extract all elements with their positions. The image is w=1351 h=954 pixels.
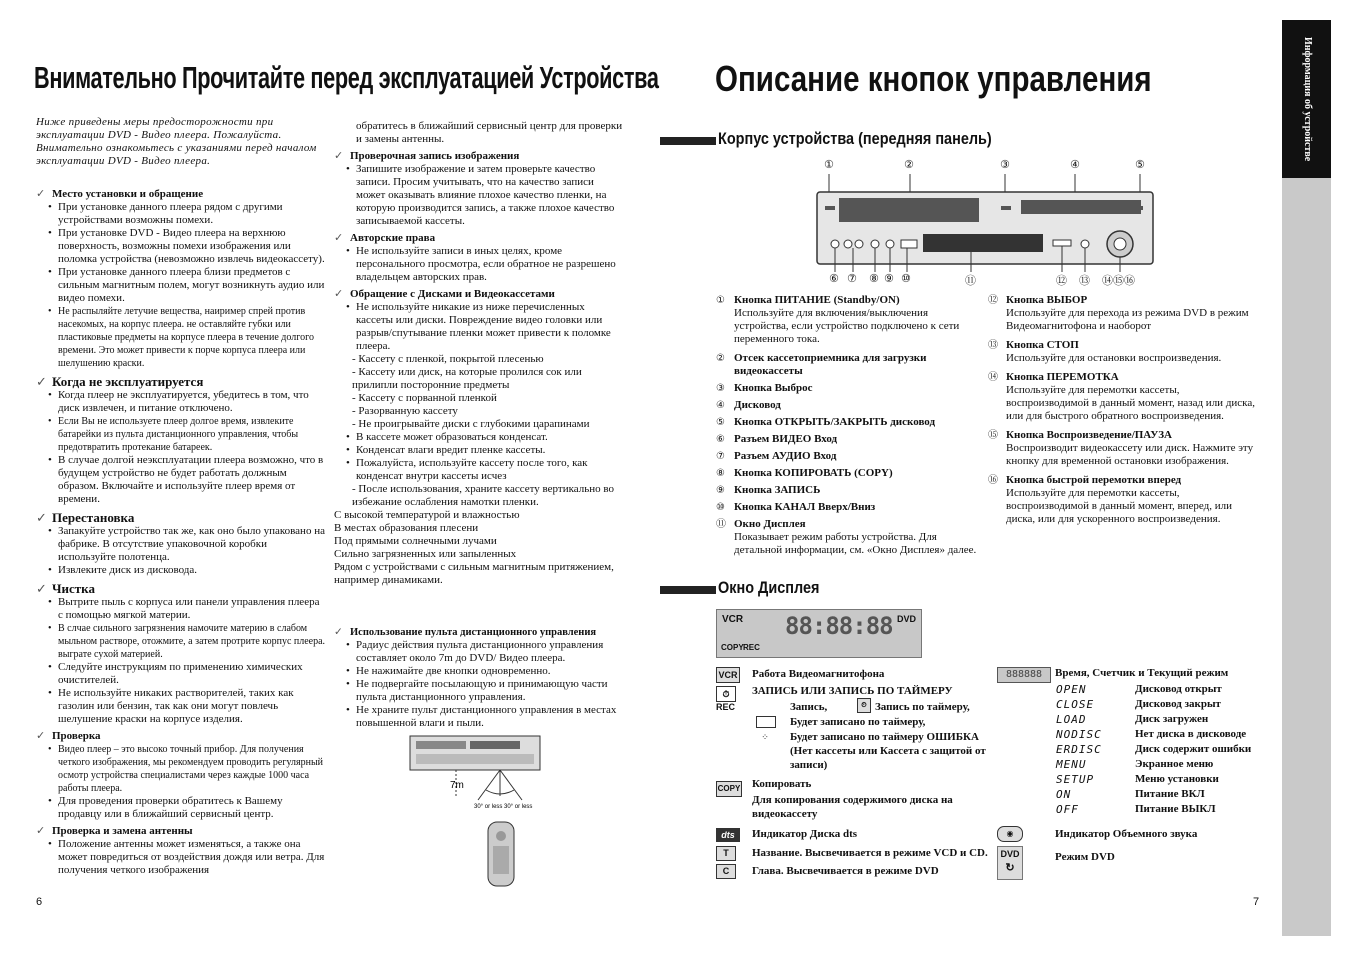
title-text: Название. Высвечивается в режиме VCD и CD. xyxy=(752,847,988,859)
bullet-icon: • xyxy=(48,744,52,755)
callout: ⑩ xyxy=(901,272,911,285)
bullet-text: Извлеките диск из дисковода. xyxy=(58,564,198,576)
bullet-text: Если Вы не используете плеер долгое время, извлеките батарейки из пульта дистанционного управления, чтобы предотвратить протекание батареек. xyxy=(58,416,299,453)
bullet-icon: • xyxy=(48,838,52,850)
mode-text: Экранное меню xyxy=(1135,758,1214,770)
remote-item: Не подвергайте посылающую и принимающую части пульта дистанционного управления. xyxy=(356,678,608,703)
remote-range-diagram xyxy=(408,734,544,890)
rec-timer: Запись по таймеру, xyxy=(875,701,970,713)
lcd-digits: 88:88:88 xyxy=(785,612,893,640)
callout: ⑫ xyxy=(1056,274,1067,287)
bullet-text: Не используйте никакие из ниже перечисленных кассеты или диски. Повреждение видео головки или разрыв/спутывание пленки может привести к поломке плеера. xyxy=(356,301,611,352)
right-page-title: Описание кнопок управления xyxy=(715,58,1152,99)
dash-item: - Не проигрывайте диски с глубокими царапинами xyxy=(352,418,590,430)
bullet-item xyxy=(36,564,326,577)
bullet-item xyxy=(36,227,326,266)
bullet-item xyxy=(36,266,326,305)
bullet-text: Запишите изображение и затем проверьте качество записи. Просим учитывать, что на качество записи может оказывать влияние плохое качество пленки, на которую производится запись, а также плохое качество записываемой кассеты. xyxy=(356,163,615,227)
control-label: Кнопка СТОП xyxy=(1006,339,1079,351)
bullet-item xyxy=(36,389,326,415)
section-bar xyxy=(660,586,716,594)
title-tag: T xyxy=(716,846,736,861)
mode-code: LOAD xyxy=(1056,713,1087,726)
control-number: ③ xyxy=(716,383,725,394)
plain-line: Под прямыми солнечными лучами xyxy=(334,535,497,547)
mode-text: Питание ВКЛ xyxy=(1135,788,1205,800)
control-number: ⑧ xyxy=(716,468,725,479)
control-item xyxy=(716,382,984,395)
left-intro: Ниже приведены меры предосторожности при эксплуатации DVD - Видео плеера. Пожалуйста. Внимательно ознакомьтесь с указаниями перед началом эксплуатации DVD - Видео плеера. xyxy=(36,116,317,167)
bullet-text: Не используйте записи в иных целях, кроме персонального просмотра, если обратное не разрешено владельцем авторских прав. xyxy=(356,245,616,283)
chapter-text: Глава. Высвечивается в режиме DVD xyxy=(752,865,939,877)
lcd-copy-label: COPY xyxy=(721,643,744,652)
callout: ⑤ xyxy=(1135,158,1145,171)
callout: ⑭⑮⑯ xyxy=(1102,274,1135,287)
left-column-2 xyxy=(334,120,624,587)
bullet-text: Когда плеер не эксплуатируется, убедитесь в том, что диск извлечен, и питание отключено. xyxy=(58,389,309,414)
lcd-rec-label: REC xyxy=(743,643,760,652)
bullet-item xyxy=(334,301,624,353)
bullet-item xyxy=(334,245,624,284)
mode-row xyxy=(1056,683,1266,698)
section-heading-text: Авторские права xyxy=(350,232,436,244)
mode-text: Диск загружен xyxy=(1135,713,1209,725)
section-heading xyxy=(36,374,326,389)
bullet-item xyxy=(334,163,624,228)
mode-row xyxy=(1056,698,1266,713)
bullet-text: Следуйте инструкциям по применению химических очистителей. xyxy=(58,661,303,686)
mode-code: NODISC xyxy=(1056,728,1102,741)
bullet-text: Видео плеер – это высоко точный прибор. Для получения четкого изображения, мы рекомендуем проводить регулярный осмотр устройства специалистами через каждые 1000 часа работы плеера. xyxy=(58,744,324,794)
dash-item: - После использования, храните кассету вертикально во избежание ослабления намотки пленки. xyxy=(352,483,615,508)
mode-code: OPEN xyxy=(1056,683,1087,696)
control-item xyxy=(716,294,984,346)
dts-tag: dts xyxy=(716,828,740,842)
bullet-item xyxy=(36,743,326,795)
rec-tag: REC xyxy=(716,702,736,712)
display-heading: Окно Дисплея xyxy=(718,578,820,597)
control-label: Разъем ВИДЕО Вход xyxy=(734,433,838,445)
bullet-text: При установке DVD - Видео плеера на верхнюю поверхность, возможны помехи изображения или поломка устройства (невозможно извлечь видеокассету). xyxy=(58,227,325,265)
control-item xyxy=(716,518,984,557)
control-description: Используйте для перемотки кассеты, воспроизводимой в данный момент, вперед, или диска, или для ускоренного воспроизведения. xyxy=(1006,487,1233,525)
mode-row xyxy=(1056,743,1266,758)
remote-item: Не храните пульт дистанционного управления в местах повышенной влаги и пыли. xyxy=(356,704,617,729)
dts-text: Индикатор Диска dts xyxy=(752,828,858,840)
check-icon: ✓ xyxy=(36,510,47,525)
control-label: Кнопка Воспроизведение/ПАУЗА xyxy=(1006,429,1172,441)
section-heading xyxy=(36,825,326,838)
vcr-tag: VCR xyxy=(716,667,740,683)
mode-text: Меню установки xyxy=(1135,773,1219,785)
bullet-icon: • xyxy=(48,201,52,213)
bullet-icon: • xyxy=(48,525,52,537)
bullet-item xyxy=(36,305,326,370)
bullet-item xyxy=(334,457,624,483)
bullet-item xyxy=(36,622,326,661)
copy-heading: Копировать xyxy=(752,778,812,790)
check-icon: ✓ xyxy=(334,150,344,162)
control-number: ① xyxy=(716,295,725,306)
mode-text: Нет диска в дисководе xyxy=(1135,728,1247,740)
bullet-item xyxy=(36,596,326,622)
dvd-tag: DVD ↻ xyxy=(997,846,1023,880)
mode-list xyxy=(1056,683,1266,818)
control-label: Кнопка Выброс xyxy=(734,382,813,394)
bullet-text: Не распыляйте летучие вещества, наиример спрей против насекомых, на корпус плеера. не оставляйте губки или пластиковые предметы на корпусе плеера в течение долгого времени. Это может привести к порче корпуса плеера или шелушению краски. xyxy=(58,306,314,369)
time-counter-icon: 888888 xyxy=(997,667,1051,683)
section-heading xyxy=(334,150,624,163)
timer-error-icon: ⁘ xyxy=(761,732,769,742)
dash-item: - Кассету с пленкой, покрытой плесенью xyxy=(352,353,544,365)
mode-code: SETUP xyxy=(1056,773,1095,786)
bullet-icon: • xyxy=(48,596,52,608)
mode-row xyxy=(1056,713,1266,728)
rec-record: Запись, xyxy=(790,701,828,713)
remote-angle-label: 30° or less xyxy=(504,804,533,810)
rec-scheduled: Будет записано по таймеру, xyxy=(790,716,926,728)
section-heading xyxy=(334,288,624,301)
control-number: ⑪ xyxy=(716,519,726,530)
control-description: Используйте для перемотки кассеты, воспроизводимой в данный момент, назад или диска, или для быстрого обратного воспроизведения. xyxy=(1006,384,1255,422)
lcd-dvd-label: DVD xyxy=(897,614,917,624)
dvd-text: Режим DVD xyxy=(1055,851,1115,863)
control-description: Используйте для остановки воспроизведения. xyxy=(1006,352,1222,364)
control-label: Отсек кассетоприемника для загрузки видеокассеты xyxy=(734,352,927,377)
control-label: Кнопка ПИТАНИЕ (Standby/ON) xyxy=(734,294,900,306)
control-number: ⑨ xyxy=(716,485,725,496)
control-number: ⑩ xyxy=(716,502,725,513)
bullet-icon: • xyxy=(346,245,350,257)
bullet-text: Не используйте никаких растворителей, таких как газолин или бензин, так как они могут повлечь шелушение краски на корпусе изделия. xyxy=(58,687,294,725)
bullet-icon: • xyxy=(48,389,52,401)
bullet-icon: • xyxy=(48,266,52,278)
section-heading-text: Проверочная запись изображения xyxy=(350,150,520,162)
dash-item: - Разорванную кассету xyxy=(352,405,458,417)
callout: ⑧ xyxy=(869,272,879,285)
plain-line: Сильно загрязненных или запыленных xyxy=(334,548,517,560)
left-page-title: Внимательно Прочитайте перед эксплуатацией Устройства xyxy=(34,60,659,95)
control-item xyxy=(988,371,1260,423)
surround-text: Индикатор Объемного звука xyxy=(1055,828,1198,840)
sidebar-label: Информация об устройстве xyxy=(1302,36,1313,162)
bullet-icon: • xyxy=(346,457,350,469)
bullet-item xyxy=(36,201,326,227)
remote-item: Не нажимайте две кнопки одновременно. xyxy=(356,665,551,677)
dash-item: - Кассету или диск, на которые пролился сок или прилипли посторонние предметы xyxy=(352,366,582,391)
bullet-icon: • xyxy=(346,431,350,443)
control-item xyxy=(716,484,984,497)
bullet-item xyxy=(36,838,326,877)
mode-text: Дисковод открыт xyxy=(1135,683,1222,695)
control-label: Окно Дисплея xyxy=(734,518,806,530)
bullet-icon: • xyxy=(48,623,52,634)
bullet-text: Положение антенны может изменяться, а также она может повредиться от воздействия дождя или ветра. Для получения четкого изображения xyxy=(58,838,325,876)
control-number: ⑮ xyxy=(988,430,998,441)
check-icon: ✓ xyxy=(36,730,46,742)
control-number: ⑭ xyxy=(988,372,998,383)
section-heading-text: Место установки и обращение xyxy=(52,188,204,200)
section-bar xyxy=(660,137,716,145)
bullet-icon: • xyxy=(48,306,52,317)
plain-line: Рядом с устройствами с сильным магнитным притяжением, например динамиками. xyxy=(334,561,614,586)
section-heading-text: Чистка xyxy=(52,581,95,596)
mode-row xyxy=(1056,773,1266,788)
bullet-icon: • xyxy=(48,661,52,673)
mode-code: OFF xyxy=(1056,803,1079,816)
timer-set-icon xyxy=(756,716,776,728)
bullet-item xyxy=(36,795,326,821)
control-label: Кнопка ОТКРЫТЬ/ЗАКРЫТЬ дисковод xyxy=(734,416,936,428)
remote-distance-label: 7m xyxy=(450,780,464,791)
bullet-icon: • xyxy=(48,687,52,699)
remote-section: ✓ Использование пульта дистанционного управления • Радиус действия пульта дистанционного управления составляет около 7m до DVD/ Видео плеера. • Не нажимайте две кнопки одновременно. • Не подвергайте посылающую и принимающую части пульта дистанционного управления. • Не храните пульт дистанционного управления в местах повышенной влаги и пыли. xyxy=(334,627,617,729)
control-description: Используйте для перехода из режима DVD в режим Видеомагнитофона и наоборот xyxy=(1006,307,1249,332)
dvd-tag-label: DVD xyxy=(1000,849,1020,859)
check-icon: ✓ xyxy=(36,188,46,200)
mode-row xyxy=(1056,728,1266,743)
section-heading xyxy=(36,730,326,743)
check-icon: ✓ xyxy=(36,374,47,389)
callout: ⑬ xyxy=(1079,274,1090,287)
bullet-item xyxy=(36,687,326,726)
mode-row xyxy=(1056,803,1266,818)
control-label: Кнопка быстрой перемотки вперед xyxy=(1006,474,1182,486)
mode-text: Питание ВЫКЛ xyxy=(1135,803,1216,815)
control-item xyxy=(716,399,984,412)
check-icon: ✓ xyxy=(36,581,47,596)
callout: ⑥ xyxy=(829,272,839,285)
rec-error: Будет записано по таймеру ОШИБКА (Нет кассеты или Кассета с защитой от записи) xyxy=(790,731,986,771)
control-label: Кнопка ПЕРЕМОТКА xyxy=(1006,371,1119,383)
bullet-text: Для проведения проверки обратитесь к Вашему продавцу или в ближайший сервисный центр. xyxy=(58,795,283,820)
remote-angle-label: 30° or less xyxy=(474,804,503,810)
control-item xyxy=(716,352,984,378)
control-label: Разъем АУДИО Вход xyxy=(734,450,837,462)
timer-icon: ⏲ xyxy=(857,698,871,713)
rec-heading: ЗАПИСЬ ИЛИ ЗАПИСЬ ПО ТАЙМЕРУ xyxy=(752,685,953,697)
chapter-tag: C xyxy=(716,864,736,879)
bullet-icon: • xyxy=(346,163,350,175)
section-heading-text: Обращение с Дисками и Видеокассетами xyxy=(350,288,555,300)
control-description: Показывает режим работы устройства. Для детальной информации, см. «Окно Дисплея» далее. xyxy=(734,531,977,556)
left-column-1 xyxy=(36,184,326,877)
control-description: Используйте для включения/выключения устройства, если устройство подключено к сети переменного тока. xyxy=(734,307,960,345)
mode-row xyxy=(1056,788,1266,803)
front-panel-diagram xyxy=(815,158,1160,288)
control-number: ② xyxy=(716,353,725,364)
control-label: Кнопка ЗАПИСЬ xyxy=(734,484,821,496)
bullet-item xyxy=(36,661,326,687)
lcd-vcr-label: VCR xyxy=(722,614,744,625)
left-page-number: 6 xyxy=(36,896,43,908)
copy-tag: COPY xyxy=(716,781,742,797)
mode-row xyxy=(1056,758,1266,773)
copy-text: Для копирования содержимого диска на видеокассету xyxy=(752,794,953,820)
callout: ⑨ xyxy=(884,272,894,285)
control-number: ⑫ xyxy=(988,295,998,306)
continued-text: обратитесь в ближайший сервисный центр для проверки и замены антенны. xyxy=(356,120,623,145)
bullet-icon: • xyxy=(48,227,52,239)
control-number: ④ xyxy=(716,400,725,411)
control-number: ⑦ xyxy=(716,451,725,462)
bullet-text: При установке данного плеера рядом с другими устройствами возможны помехи. xyxy=(58,201,283,226)
front-panel-heading: Корпус устройства (передняя панель) xyxy=(718,129,992,148)
bullet-text: В случае долгой неэксплуатации плеера возможно, что в будущем устройство не будет работать должным образом. Включайте и используйте плеер время от времени. xyxy=(58,454,324,505)
bullet-text: При установке данного плеера близи предметов с сильным магнитным полем, могут возникнуть аудио или видео помехи. xyxy=(58,266,325,304)
control-item xyxy=(716,501,984,514)
section-heading-text: Когда не эксплуатируется xyxy=(52,374,204,389)
section-heading xyxy=(36,510,326,525)
control-item xyxy=(716,416,984,429)
control-label: Кнопка КОПИРОВАТЬ (COPY) xyxy=(734,467,893,479)
plain-line: В местах образования плесени xyxy=(334,522,479,534)
mode-code: ON xyxy=(1056,788,1072,801)
control-number: ⑤ xyxy=(716,417,725,428)
control-item xyxy=(988,429,1260,468)
callout: ⑪ xyxy=(965,274,976,287)
right-page-number: 7 xyxy=(1253,896,1260,908)
callout: ② xyxy=(904,158,914,171)
control-description: Воспроизводит видеокассету или диск. Нажмите эту кнопку для временной остановки изображения. xyxy=(1006,442,1254,467)
bullet-text: Запакуйте устройство так же, как оно было упаковано на фабрике. В отсутствие упаковочной коробки используйте полотенца. xyxy=(58,525,325,563)
mode-code: MENU xyxy=(1056,758,1087,771)
control-number: ⑥ xyxy=(716,434,725,445)
bullet-text: Вытрите пыль с корпуса или панели управления плеера с помощью мягкой материи. xyxy=(58,596,320,621)
dash-item: - Кассету с порванной пленкой xyxy=(352,392,497,404)
control-item xyxy=(988,339,1260,365)
section-heading xyxy=(334,232,624,245)
bullet-icon: • xyxy=(48,454,52,466)
bullet-item xyxy=(36,415,326,454)
callout: ⑦ xyxy=(847,272,857,285)
vcr-text: Работа Видеомагнитофона xyxy=(752,668,885,680)
bullet-item xyxy=(334,444,624,457)
bullet-item xyxy=(36,454,326,506)
surround-icon: ◉ xyxy=(997,826,1023,842)
controls-list-left xyxy=(716,294,984,563)
bullet-icon: • xyxy=(48,795,52,807)
bullet-text: Пожалуйста, используйте кассету после того, как конденсат внутри кассеты исчез xyxy=(356,457,588,482)
callout: ① xyxy=(824,158,834,171)
mode-code: ERDISC xyxy=(1056,743,1102,756)
bullet-icon: • xyxy=(346,301,350,313)
section-heading-text: Проверка и замена антенны xyxy=(52,825,193,837)
bullet-icon: • xyxy=(346,444,350,456)
control-label: Дисковод xyxy=(734,399,781,411)
bullet-text: В кассете может образоваться конденсат. xyxy=(356,431,548,443)
bullet-icon: • xyxy=(48,416,52,427)
remote-item: Радиус действия пульта дистанционного управления составляет около 7m до DVD/ Видео плеера. xyxy=(356,639,604,664)
bullet-text: В слчае сильного загрязнения намочите материю в слабом мыльном растворе, отожмите, а затем протрите корпус плеера. выграте сухой материей. xyxy=(58,623,326,660)
remote-head: Использование пульта дистанционного управления xyxy=(350,627,597,638)
control-number: ⑬ xyxy=(988,340,998,351)
callout: ④ xyxy=(1070,158,1080,171)
callout: ③ xyxy=(1000,158,1010,171)
control-item xyxy=(716,450,984,463)
bullet-text: Конденсат влаги вредит пленке кассеты. xyxy=(356,444,546,456)
control-label: Кнопка ВЫБОР xyxy=(1006,294,1088,306)
section-heading-text: Перестановка xyxy=(52,510,135,525)
control-item xyxy=(988,474,1260,526)
mode-text: Дисковод закрыт xyxy=(1135,698,1221,710)
bullet-item xyxy=(36,525,326,564)
mode-text: Диск содержит ошибки xyxy=(1135,743,1252,755)
control-item xyxy=(988,294,1260,333)
rec-timer-icon: ⏱ xyxy=(716,686,736,702)
control-number: ⑯ xyxy=(988,475,998,486)
control-item xyxy=(716,433,984,446)
check-icon: ✓ xyxy=(334,288,344,300)
section-heading xyxy=(36,188,326,201)
section-heading xyxy=(36,581,326,596)
control-item xyxy=(716,467,984,480)
controls-list-right xyxy=(988,294,1260,532)
plain-line: С высокой температурой и влажностью xyxy=(334,509,520,521)
bullet-item xyxy=(334,431,624,444)
mode-code: CLOSE xyxy=(1056,698,1095,711)
check-icon: ✓ xyxy=(36,825,46,837)
check-icon: ✓ xyxy=(334,232,344,244)
lcd-display xyxy=(716,609,922,658)
time-heading: Время, Счетчик и Текущий режим xyxy=(1055,667,1229,679)
control-label: Кнопка КАНАЛ Вверх/Вниз xyxy=(734,501,876,513)
bullet-icon: • xyxy=(48,564,52,576)
section-heading-text: Проверка xyxy=(52,730,101,742)
